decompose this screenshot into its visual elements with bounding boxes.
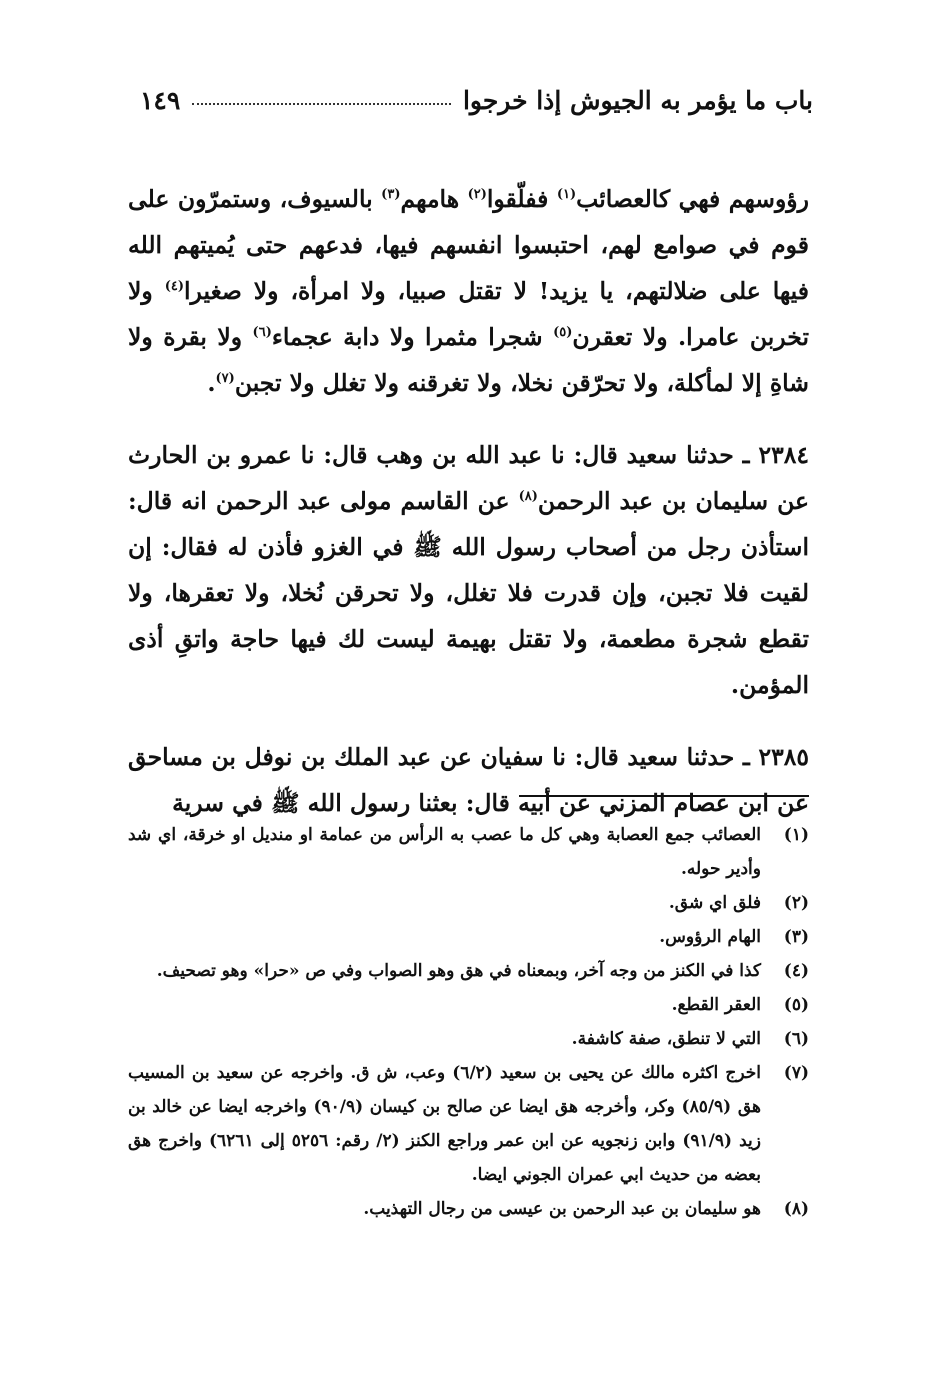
footnote-3: (٣) الهام الرؤوس. bbox=[659, 927, 809, 947]
hadith-number: ٢٣٨٥ bbox=[758, 743, 809, 771]
footnote-ref-5: (٥) bbox=[553, 325, 573, 341]
footnote-4: (٤) كذا في الكنز من وجه آخر، وبمعناه في هق وهو الصواب وفي ص «حرا» وهو تصحيف. bbox=[156, 961, 809, 981]
running-header bbox=[140, 78, 813, 122]
footnote-ref-4: (٤) bbox=[164, 279, 184, 295]
main-text bbox=[128, 176, 809, 826]
footnote-ref-7: (٧) bbox=[215, 371, 235, 387]
footnote-ref-1: (١) bbox=[556, 187, 577, 203]
paragraph-continued: رؤوسهم فهي كالعصائب$^{(١)}$ ففلّقوا$^{(٢)}$ هامهم$^{(٣)}$ بالسيوف، وستمرّون على قوم في صوامع لهم، احتبسوا انفسهم فيها، فدعهم حتى يُميتهم الله فيها على ضلالتهم، يا يزيد! لا تقتل صبيا، ولا امرأة، ولا صغيرا$^{(٤)}$ ولا تخربن عامرا. ولا تعقرن$^{(٥)}$ شجرا مثمرا ولا دابة عجماء$^{(٦)}$ ولا بقرة ولا شاةِ إلا لمأكلة، ولا تحرّقن نخلا، ولا تغرقنه ولا تغلل ولا تجبن$^{(٧)}$. bbox=[128, 185, 810, 397]
footnote-ref-6: (٦) bbox=[252, 325, 272, 341]
hadith-number: ٢٣٨٤ bbox=[758, 441, 809, 469]
footnotes bbox=[128, 818, 809, 1226]
footnote-6: (٦) التي لا تنطق، صفة كاشفة. bbox=[571, 1029, 809, 1049]
footnote-7: (٧) اخرج اكثره مالك عن يحيى بن سعيد (٦/٢) وعب، ش ق. واخرجه عن سعيد بن المسيب هق (٨٥/٩) وكر، وأخرجه هق ايضا عن صالح بن كيسان (٩٠/٩) واخرجه ايضا عن خالد بن زيد (٩١/٩) وابن زنجويه عن ابن عمر وراجع الكنز (٢/ رقم: ٥٢٥٦ إلى ٦٢٦١) واخرج هق بعضه من حديث ابي عمران الجوني ايضا. bbox=[128, 1063, 809, 1185]
footnote-5: (٥) العقر القطع. bbox=[671, 995, 809, 1015]
footnote-ref-2: (٢) bbox=[467, 187, 487, 203]
page-number: ١٤٩ bbox=[140, 85, 181, 115]
footnote-8: (٨) هو سليمان بن عبد الرحمن بن عيسى من رجال التهذيب. bbox=[363, 1199, 809, 1219]
chapter-title: باب ما يؤمر به الجيوش إذا خرجوا bbox=[462, 85, 813, 115]
header-dotted-leader bbox=[192, 103, 451, 105]
footnote-ref-8: (٨) bbox=[518, 489, 538, 505]
footnote-separator bbox=[519, 795, 809, 797]
footnote-2: (٢) فلق اي شق. bbox=[668, 893, 809, 913]
footnote-ref-3: (٣) bbox=[381, 187, 401, 203]
hadith-2385: ٢٣٨٥ ـ حدثنا سعيد قال: نا سفيان عن عبد الملك بن نوفل بن مساحق عن ابن عصام المزني عن أبيه قال: بعثنا رسول الله ﷺ في سرية bbox=[128, 743, 809, 817]
hadith-2384: ٢٣٨٤ ـ حدثنا سعيد قال: نا عبد الله بن وهب قال: نا عمرو بن الحارث عن سليمان بن عبد الرحمن$^{(٨)}$ عن القاسم مولى عبد الرحمن انه قال: استأذن رجل من أصحاب رسول الله ﷺ في الغزو فأذن له فقال: إن لقيت فلا تجبن، وإن قدرت فلا تغلل، ولا تحرقن نُخلا، ولا تعقرها، ولا تقطع شجرة مطعمة، ولا تقتل بهيمة ليست لك فيها حاجة واتقِ أذى المؤمن. bbox=[128, 441, 809, 699]
footnote-1: (١) العصائب جمع العصابة وهي كل ما عصب به الرأس من عمامة او منديل او خرقة، اي شد وأدير حوله. bbox=[128, 825, 809, 879]
